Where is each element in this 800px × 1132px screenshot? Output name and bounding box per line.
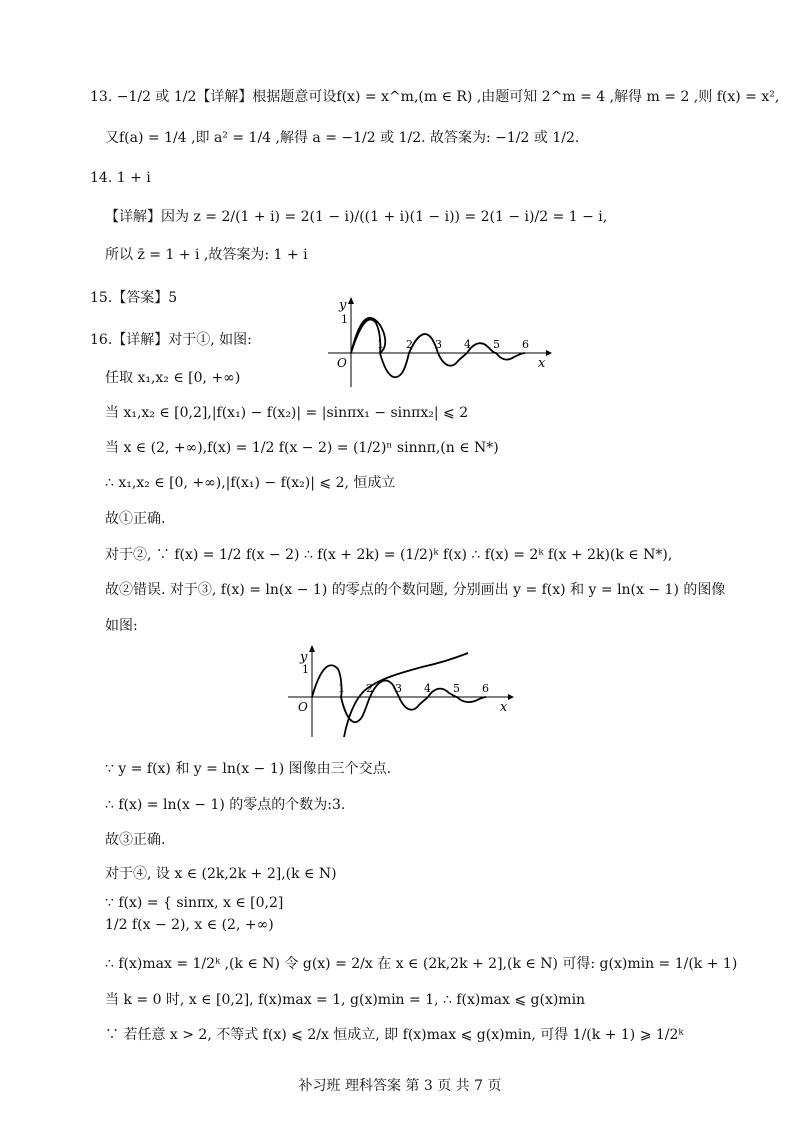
q16-max: ∴ f(x)max = 1/2ᵏ ,(k ∈ N) 令 g(x) = 2/x 在 x ∈ (2k,2k + 2],(k ∈ N) 可得: g(x)min = 1/(k + 1): [105, 956, 738, 972]
origin-label: O: [298, 700, 308, 714]
q16-item4: 对于④, 设 x ∈ (2k,2k + 2],(k ∈ N): [105, 866, 337, 882]
q16-k0: 当 k = 0 时, x ∈ [0,2], f(x)max = 1, g(x)min = 1, ∴ f(x)max ⩽ g(x)min: [105, 992, 586, 1008]
tick-2: 2: [366, 682, 373, 695]
y-label: y: [339, 298, 347, 313]
x-axis-arrow: [508, 694, 514, 700]
tick-3: 3: [435, 338, 442, 351]
q16-correct3: 故③正确.: [105, 832, 166, 848]
q16-piece2: 1/2 f(x − 2), x ∈ (2, +∞): [105, 917, 274, 933]
tick-2: 2: [406, 338, 413, 351]
q13-line1: 13. −1/2 或 1/2【详解】根据题意可设f(x) = x^m,(m ∈ R) ,由题可知 2^m = 4 ,解得 m = 2 ,则 f(x) = x²,: [90, 89, 780, 105]
function-graph-1: [320, 295, 560, 395]
function-graph-2: [282, 645, 522, 745]
q16-final: ∵ 若任意 x > 2, 不等式 f(x) ⩽ 2/x 恒成立, 即 f(x)max ⩽ g(x)min, 可得 1/(k + 1) ⩾ 1/2ᵏ: [105, 1027, 684, 1043]
origin-label: O: [337, 356, 347, 370]
ln-curve: [344, 653, 468, 737]
q15-answer: 15.【答案】5: [90, 290, 178, 306]
tick-5: 5: [453, 682, 460, 695]
tick-1: 1: [377, 338, 384, 351]
q16-case2: 当 x ∈ (2, +∞),f(x) = 1/2 f(x − 2) = (1/2)ⁿ sinnπ,(n ∈ N*): [105, 440, 499, 456]
q16-asfig: 如图:: [105, 618, 138, 634]
q16-therefore3: ∴ f(x) = ln(x − 1) 的零点的个数为:3.: [105, 797, 346, 813]
y-one-label: 1: [302, 663, 309, 676]
tick-6: 6: [522, 338, 529, 351]
tick-3: 3: [395, 682, 402, 695]
q16-because3: ∵ y = f(x) 和 y = ln(x − 1) 图像由三个交点.: [105, 761, 392, 777]
tick-6: 6: [482, 682, 489, 695]
q16-piece1: ∵ f(x) = { sinπx, x ∈ [0,2]: [105, 895, 284, 911]
q14-answer: 14. 1 + i: [90, 170, 151, 186]
q16-case1: 当 x₁,x₂ ∈ [0,2],|f(x₁) − f(x₂)| = |sinπx₁ − sinπx₂| ⩽ 2: [105, 405, 469, 421]
q16-correct1: 故①正确.: [105, 511, 166, 527]
q16-wrong2: 故②错误. 对于③, f(x) = ln(x − 1) 的零点的个数问题, 分别画出 y = f(x) 和 y = ln(x − 1) 的图像: [105, 582, 726, 598]
tick-4: 4: [424, 682, 431, 695]
y-one-label: 1: [341, 313, 348, 326]
y-axis-arrow: [348, 297, 354, 304]
q16-take: 任取 x₁,x₂ ∈ [0, +∞): [105, 370, 241, 386]
q16-therefore1: ∴ x₁,x₂ ∈ [0, +∞),|f(x₁) − f(x₂)| ⩽ 2, 恒成立: [105, 475, 396, 491]
y-axis-arrow: [309, 645, 315, 652]
x-axis-arrow: [546, 350, 552, 356]
page-footer: 补习班 理科答案 第 3 页 共 7 页: [298, 1078, 502, 1094]
tick-5: 5: [493, 338, 500, 351]
x-label: x: [538, 356, 546, 371]
q14-detail: 【详解】因为 z = 2/(1 + i) = 2(1 − i)/((1 + i)(1 − i)) = 2(1 − i)/2 = 1 − i,: [105, 209, 608, 225]
x-label: x: [500, 700, 508, 715]
y-label: y: [300, 650, 308, 665]
q14-conclusion: 所以 z̄ = 1 + i ,故答案为: 1 + i: [105, 247, 308, 263]
tick-1: 1: [338, 682, 345, 695]
q16-item2: 对于②, ∵ f(x) = 1/2 f(x − 2) ∴ f(x + 2k) = (1/2)ᵏ f(x) ∴ f(x) = 2ᵏ f(x + 2k)(k ∈ N*),: [105, 547, 673, 563]
q16-intro: 16.【详解】对于①, 如图:: [90, 332, 252, 348]
q13-line2: 又f(a) = 1/4 ,即 a² = 1/4 ,解得 a = −1/2 或 1/2. 故答案为: −1/2 或 1/2.: [105, 130, 580, 146]
tick-4: 4: [464, 338, 471, 351]
